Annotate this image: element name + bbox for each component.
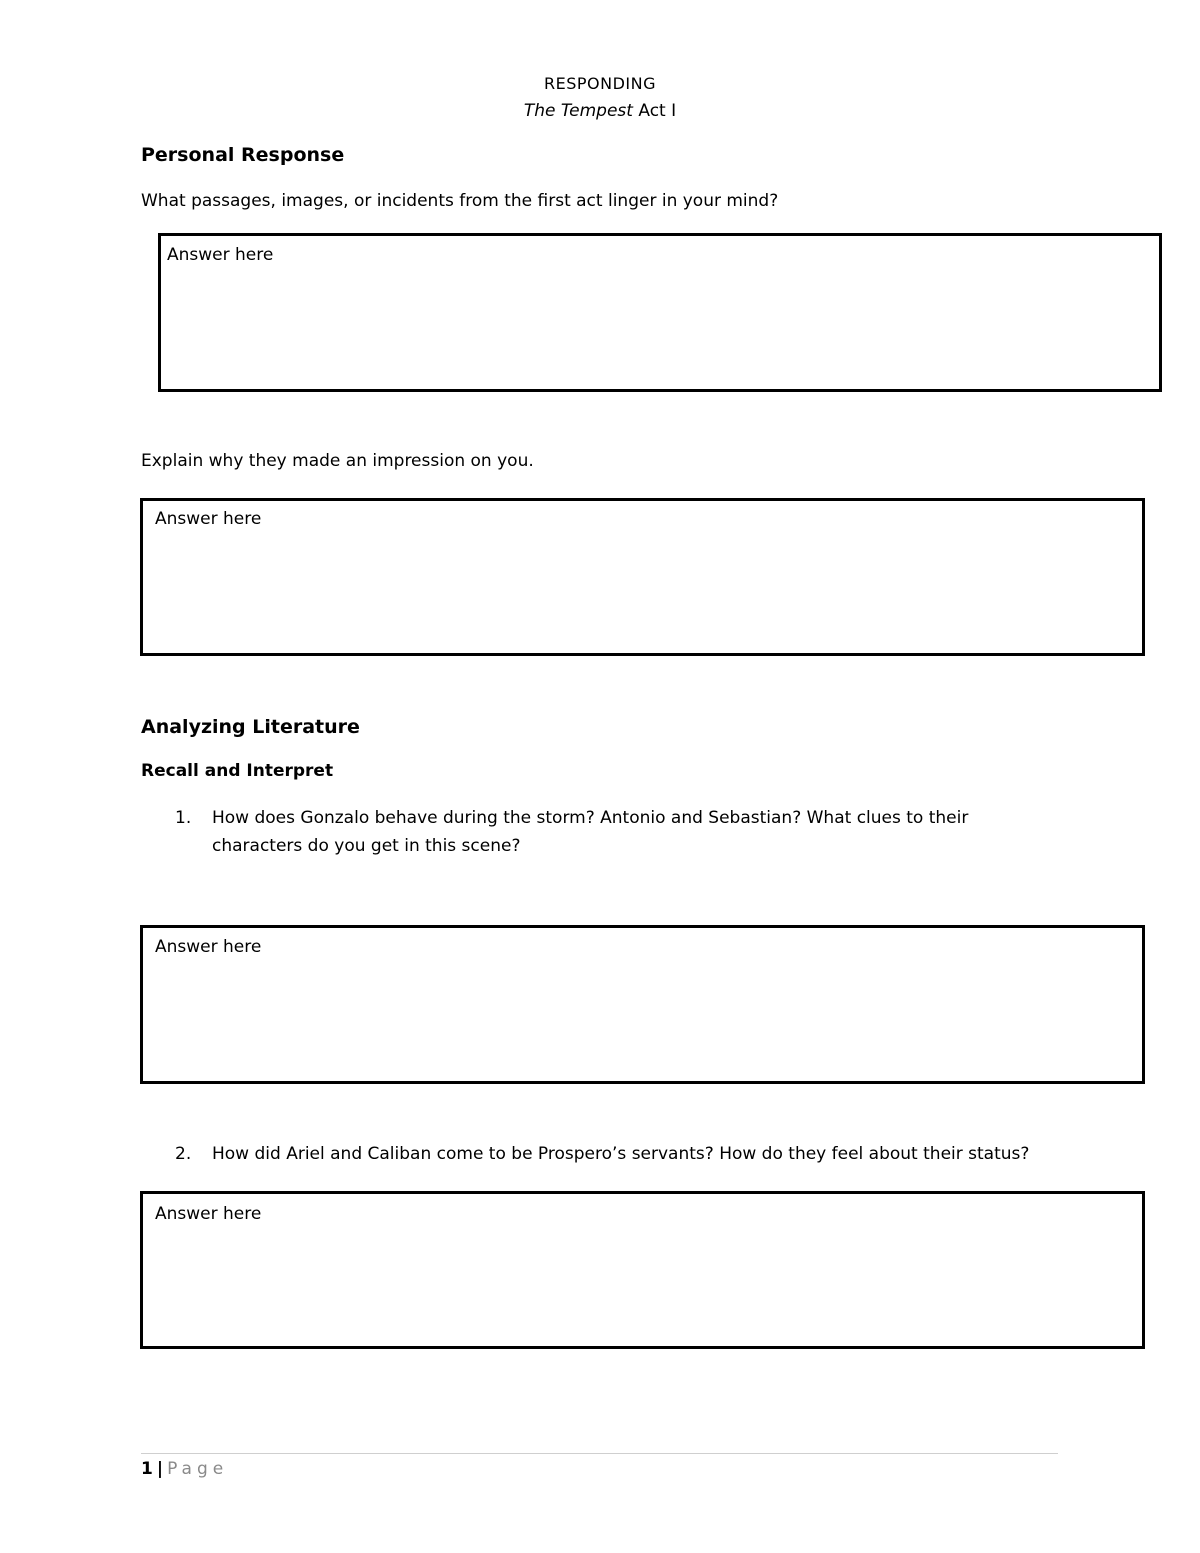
list-item-question-2 (141, 1140, 1141, 1170)
list-item-number: 1. (175, 808, 192, 828)
act-label: Act I (632, 101, 677, 121)
analyzing-literature-heading: Analyzing Literature (141, 716, 360, 738)
page-separator: | (156, 1459, 164, 1479)
list-item-text: How did Ariel and Caliban come to be Prospero’s servants? How do they feel about their status? (212, 1144, 1030, 1164)
answer-box-question-2[interactable] (140, 1191, 1145, 1349)
list-item-text: How does Gonzalo behave during the storm? Antonio and Sebastian? What clues to their characters do you get in this scene? (212, 808, 969, 856)
question-impression: Explain why they made an impression on you. (141, 451, 534, 471)
answer-box-impression[interactable] (140, 498, 1145, 656)
footer-divider (141, 1453, 1058, 1454)
answer-placeholder: Answer here (155, 509, 262, 529)
page-footer (141, 1459, 228, 1479)
answer-box-question-1[interactable] (140, 925, 1145, 1084)
document-subtitle (0, 101, 1200, 121)
list-item-question-1 (141, 804, 1041, 864)
answer-placeholder: Answer here (155, 1204, 262, 1224)
play-title: The Tempest (523, 101, 633, 121)
page-label: Page (167, 1459, 229, 1479)
list-item-number: 2. (175, 1144, 192, 1164)
answer-placeholder: Answer here (155, 937, 262, 957)
document-title: RESPONDING (544, 74, 656, 93)
page-number: 1 (141, 1459, 153, 1479)
recall-interpret-subheading: Recall and Interpret (141, 761, 334, 781)
question-lingering-passages: What passages, images, or incidents from the first act linger in your mind? (141, 191, 779, 211)
answer-box-lingering-passages[interactable] (158, 233, 1162, 392)
answer-placeholder: Answer here (167, 245, 274, 265)
personal-response-heading: Personal Response (141, 144, 345, 166)
